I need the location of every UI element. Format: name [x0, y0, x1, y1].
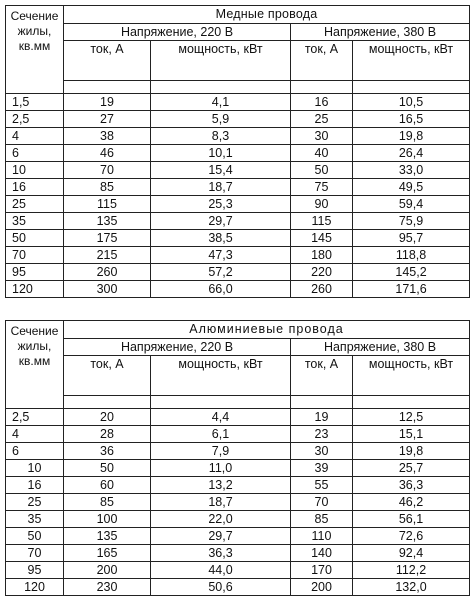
power-380-cell: 33,0: [353, 162, 470, 179]
section-header: [6, 6, 64, 94]
power-380-cell: 75,9: [353, 213, 470, 230]
power-380-cell: 19,8: [353, 128, 470, 145]
current-220-cell: 165: [64, 545, 151, 562]
power-220-header: мощность, кВт: [151, 41, 291, 81]
table-row: [6, 460, 470, 477]
section-header-line: кв.мм: [18, 354, 51, 368]
current-380-cell: 30: [291, 128, 353, 145]
cross-section-cell: 2,5: [6, 409, 64, 426]
cross-section-cell: 35: [6, 511, 64, 528]
current-220-cell: 85: [64, 179, 151, 196]
power-380-cell: 36,3: [353, 477, 470, 494]
power-220-cell: 22,0: [151, 511, 291, 528]
current-380-cell: 25: [291, 111, 353, 128]
power-380-cell: 56,1: [353, 511, 470, 528]
current-220-cell: 215: [64, 247, 151, 264]
table-row: [6, 196, 470, 213]
power-380-cell: 26,4: [353, 145, 470, 162]
spacer-cell: [291, 396, 353, 409]
power-220-cell: 38,5: [151, 230, 291, 247]
table-row: [6, 247, 470, 264]
power-220-cell: 57,2: [151, 264, 291, 281]
cross-section-cell: 16: [6, 179, 64, 196]
power-380-cell: 15,1: [353, 426, 470, 443]
voltage-380-header: Напряжение, 380 В: [291, 24, 470, 41]
power-380-cell: 95,7: [353, 230, 470, 247]
current-220-cell: 19: [64, 94, 151, 111]
power-220-cell: 50,6: [151, 579, 291, 596]
current-220-cell: 20: [64, 409, 151, 426]
section-header: [6, 321, 64, 409]
section-header-line: Сечение: [10, 324, 59, 338]
current-380-cell: 260: [291, 281, 353, 298]
cross-section-cell: 120: [6, 579, 64, 596]
current-380-cell: 23: [291, 426, 353, 443]
copper-wire-table: [5, 5, 470, 298]
table-row: [6, 94, 470, 111]
cross-section-cell: 1,5: [6, 94, 64, 111]
power-220-cell: 18,7: [151, 179, 291, 196]
section-header-line: Сечение: [10, 9, 59, 23]
table-row: [6, 528, 470, 545]
table-row: [6, 145, 470, 162]
power-220-cell: 8,3: [151, 128, 291, 145]
current-220-cell: 38: [64, 128, 151, 145]
current-380-cell: 19: [291, 409, 353, 426]
power-220-cell: 4,1: [151, 94, 291, 111]
table-row: [6, 545, 470, 562]
spacer-cell: [151, 396, 291, 409]
power-380-cell: 46,2: [353, 494, 470, 511]
spacer-cell: [353, 396, 470, 409]
current-380-cell: 70: [291, 494, 353, 511]
table-row: [6, 128, 470, 145]
current-220-cell: 115: [64, 196, 151, 213]
current-220-cell: 27: [64, 111, 151, 128]
current-220-cell: 60: [64, 477, 151, 494]
cross-section-cell: 95: [6, 264, 64, 281]
cross-section-cell: 16: [6, 477, 64, 494]
current-380-cell: 90: [291, 196, 353, 213]
power-380-cell: 171,6: [353, 281, 470, 298]
power-380-cell: 72,6: [353, 528, 470, 545]
power-220-cell: 29,7: [151, 213, 291, 230]
current-220-cell: 200: [64, 562, 151, 579]
table-row: [6, 111, 470, 128]
current-380-cell: 16: [291, 94, 353, 111]
cross-section-cell: 4: [6, 128, 64, 145]
current-380-cell: 55: [291, 477, 353, 494]
power-220-cell: 25,3: [151, 196, 291, 213]
cross-section-cell: 4: [6, 426, 64, 443]
current-380-header: ток, А: [291, 356, 353, 396]
section-header-line: жилы,: [17, 24, 52, 38]
power-220-cell: 4,4: [151, 409, 291, 426]
power-380-cell: 132,0: [353, 579, 470, 596]
power-220-cell: 36,3: [151, 545, 291, 562]
cross-section-cell: 2,5: [6, 111, 64, 128]
table-row: [6, 426, 470, 443]
power-380-header: мощность, кВт: [353, 41, 470, 81]
current-380-cell: 50: [291, 162, 353, 179]
spacer-cell: [151, 81, 291, 94]
current-380-header: ток, А: [291, 41, 353, 81]
power-220-cell: 13,2: [151, 477, 291, 494]
section-header-line: жилы,: [17, 339, 52, 353]
power-380-cell: 10,5: [353, 94, 470, 111]
spacer-cell: [291, 81, 353, 94]
spacer-cell: [64, 396, 151, 409]
table-row: [6, 477, 470, 494]
cross-section-cell: 70: [6, 545, 64, 562]
power-380-header: мощность, кВт: [353, 356, 470, 396]
current-220-cell: 135: [64, 213, 151, 230]
table-row: [6, 443, 470, 460]
power-380-cell: 19,8: [353, 443, 470, 460]
current-220-header: ток, А: [64, 41, 151, 81]
cross-section-cell: 95: [6, 562, 64, 579]
table-title: Алюминиевые провода: [64, 321, 470, 339]
power-380-cell: 49,5: [353, 179, 470, 196]
current-220-cell: 135: [64, 528, 151, 545]
power-220-cell: 29,7: [151, 528, 291, 545]
power-220-cell: 15,4: [151, 162, 291, 179]
current-380-cell: 39: [291, 460, 353, 477]
current-380-cell: 140: [291, 545, 353, 562]
current-380-cell: 220: [291, 264, 353, 281]
power-220-cell: 6,1: [151, 426, 291, 443]
table-row: [6, 230, 470, 247]
current-220-header: ток, А: [64, 356, 151, 396]
spacer-cell: [353, 81, 470, 94]
current-220-cell: 85: [64, 494, 151, 511]
current-380-cell: 115: [291, 213, 353, 230]
aluminum-table-body: [6, 321, 470, 596]
spacer-cell: [64, 81, 151, 94]
table-row: [6, 579, 470, 596]
current-220-cell: 230: [64, 579, 151, 596]
current-380-cell: 30: [291, 443, 353, 460]
table-row: [6, 562, 470, 579]
power-220-cell: 47,3: [151, 247, 291, 264]
table-row: [6, 409, 470, 426]
power-220-cell: 11,0: [151, 460, 291, 477]
cross-section-cell: 25: [6, 196, 64, 213]
power-220-cell: 10,1: [151, 145, 291, 162]
current-220-cell: 175: [64, 230, 151, 247]
current-220-cell: 100: [64, 511, 151, 528]
power-380-cell: 59,4: [353, 196, 470, 213]
power-220-cell: 66,0: [151, 281, 291, 298]
table-row: [6, 264, 470, 281]
table-row: [6, 494, 470, 511]
power-380-cell: 145,2: [353, 264, 470, 281]
copper-table-body: [6, 6, 470, 298]
current-220-cell: 28: [64, 426, 151, 443]
current-220-cell: 260: [64, 264, 151, 281]
current-380-cell: 145: [291, 230, 353, 247]
power-380-cell: 12,5: [353, 409, 470, 426]
current-220-cell: 300: [64, 281, 151, 298]
aluminum-wire-table: [5, 320, 470, 596]
power-380-cell: 118,8: [353, 247, 470, 264]
power-380-cell: 25,7: [353, 460, 470, 477]
table-row: [6, 162, 470, 179]
table-title: Медные провода: [64, 6, 470, 24]
power-220-cell: 44,0: [151, 562, 291, 579]
cross-section-cell: 6: [6, 443, 64, 460]
power-220-cell: 5,9: [151, 111, 291, 128]
current-220-cell: 70: [64, 162, 151, 179]
power-380-cell: 112,2: [353, 562, 470, 579]
table-row: [6, 213, 470, 230]
current-220-cell: 50: [64, 460, 151, 477]
voltage-380-header: Напряжение, 380 В: [291, 339, 470, 356]
cross-section-cell: 6: [6, 145, 64, 162]
voltage-220-header: Напряжение, 220 В: [64, 339, 291, 356]
voltage-220-header: Напряжение, 220 В: [64, 24, 291, 41]
current-380-cell: 180: [291, 247, 353, 264]
table-row: [6, 511, 470, 528]
table-row: [6, 179, 470, 196]
current-380-cell: 75: [291, 179, 353, 196]
cross-section-cell: 10: [6, 460, 64, 477]
power-220-cell: 7,9: [151, 443, 291, 460]
cross-section-cell: 120: [6, 281, 64, 298]
current-380-cell: 200: [291, 579, 353, 596]
cross-section-cell: 35: [6, 213, 64, 230]
current-220-cell: 46: [64, 145, 151, 162]
current-220-cell: 36: [64, 443, 151, 460]
current-380-cell: 110: [291, 528, 353, 545]
power-220-header: мощность, кВт: [151, 356, 291, 396]
current-380-cell: 170: [291, 562, 353, 579]
section-header-line: кв.мм: [18, 39, 51, 53]
cross-section-cell: 50: [6, 230, 64, 247]
cross-section-cell: 70: [6, 247, 64, 264]
cross-section-cell: 50: [6, 528, 64, 545]
power-380-cell: 92,4: [353, 545, 470, 562]
cross-section-cell: 25: [6, 494, 64, 511]
cross-section-cell: 10: [6, 162, 64, 179]
current-380-cell: 85: [291, 511, 353, 528]
table-row: [6, 281, 470, 298]
power-220-cell: 18,7: [151, 494, 291, 511]
current-380-cell: 40: [291, 145, 353, 162]
power-380-cell: 16,5: [353, 111, 470, 128]
